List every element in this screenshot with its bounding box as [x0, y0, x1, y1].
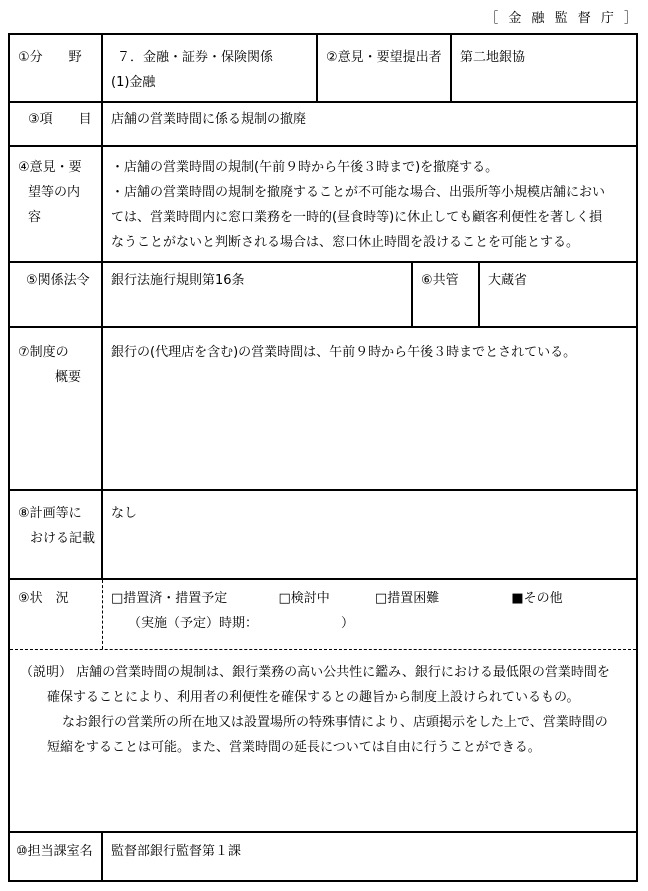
- status-option-label: その他: [523, 591, 563, 606]
- row-status: [10, 580, 636, 650]
- agency-header: ［ 金 融 監 督 庁 ］: [485, 11, 640, 26]
- opinion-value-line4: なうことがないと判断される場合は、窓口休止時間を設けることを可能とする。: [111, 235, 580, 250]
- checkbox-unchecked-icon: □: [278, 591, 291, 606]
- system-outline-label-line1: ⑦制度の: [18, 345, 69, 360]
- explanation-line1: （説明） 店舗の営業時間の規制は、銀行業務の高い公共性に鑑み、銀行における最低限の営業時間を: [20, 665, 610, 680]
- status-option-label: 検討中: [290, 591, 330, 606]
- system-outline-value: 銀行の(代理店を含む)の営業時間は、午前９時から午後３時までとされている。: [111, 345, 577, 360]
- status-options-line: [111, 586, 630, 611]
- opinion-value-line1: ・店舗の営業時間の規制(午前９時から午後３時まで)を撤廃する。: [111, 160, 499, 175]
- status-value: [103, 580, 636, 649]
- status-option-difficult: [375, 591, 439, 606]
- related-law-label: ⑤関係法令: [10, 263, 103, 326]
- opinion-label: [10, 147, 103, 261]
- row-law-jurisdiction: [10, 263, 636, 328]
- item-label: ③項 目: [10, 103, 103, 145]
- row-category-submitter: [10, 35, 636, 103]
- system-outline-label: [10, 328, 103, 489]
- regulation-request-form-table: [8, 33, 638, 882]
- checkbox-unchecked-icon: □: [374, 591, 388, 606]
- submitter-label: ②意見・要望提出者: [318, 35, 452, 101]
- explanation-text: [10, 650, 636, 831]
- explanation-line4: 短縮をすることは可能。また、営業時間の延長については自由に行うことができる。: [47, 740, 541, 755]
- explanation-line2: 確保することにより、利用者の利便性を確保するとの趣旨から制度上設けられているもの。: [47, 690, 580, 705]
- opinion-value-line3: ては、営業時間内に窓口業務を一時的(昼食時等)に休止しても顧客利便性を著しく損: [111, 210, 603, 225]
- department-value: 監督部銀行監督第１課: [111, 844, 242, 859]
- opinion-label-line1: ④意見・要: [18, 160, 82, 175]
- category-label: ①分 野: [10, 35, 103, 101]
- submitter-value: 第二地銀協: [460, 50, 526, 65]
- plan-mention-label-line1: ⑧計画等に: [18, 506, 82, 521]
- opinion-value-line2: ・店舗の営業時間の規制を撤廃することが不可能な場合、出張所等小規模店舗におい: [111, 185, 606, 200]
- checkbox-unchecked-icon: □: [111, 591, 124, 606]
- status-option-label: 措置困難: [387, 591, 440, 606]
- status-option-under-review: [278, 591, 329, 606]
- row-plan-mention: [10, 491, 636, 580]
- row-department: [10, 833, 636, 880]
- opinion-value: [103, 147, 636, 261]
- plan-mention-label: [10, 491, 103, 578]
- checkbox-checked-icon: ■: [511, 591, 524, 606]
- opinion-label-line3: 容: [28, 210, 42, 225]
- row-explanation: [10, 650, 636, 833]
- status-label: ⑨状 況: [10, 580, 103, 649]
- row-system-outline: [10, 328, 636, 491]
- status-option-label: 措置済・措置予定: [123, 591, 228, 606]
- row-opinion: [10, 147, 636, 263]
- explanation-line3: なお銀行の営業所の所在地又は設置場所の特殊事情により、店頭掲示をした上で、営業時間の: [62, 715, 608, 730]
- status-option-implemented: [111, 591, 227, 606]
- item-value: 店舗の営業時間に係る規制の撤廃: [111, 112, 307, 127]
- status-period-line: [111, 611, 630, 636]
- opinion-label-line2: 望等の内: [28, 185, 81, 200]
- joint-jurisdiction-value: 大蔵省: [488, 273, 528, 288]
- system-outline-label-line2: 概要: [55, 370, 82, 385]
- row-item: [10, 103, 636, 147]
- department-label: ⑩担当課室名: [10, 833, 103, 880]
- status-period-prefix: （実施（予定）時期：: [128, 616, 259, 631]
- status-option-other: [511, 591, 562, 606]
- plan-mention-value: なし: [111, 506, 138, 521]
- related-law-value: 銀行法施行規則第16条: [103, 263, 413, 326]
- category-value: [103, 35, 318, 101]
- category-value-line1: ７．金融・証券・保険関係: [117, 50, 274, 65]
- status-period-suffix: ）: [341, 616, 355, 631]
- joint-jurisdiction-label: ⑥共管: [413, 263, 480, 326]
- plan-mention-label-line2: おける記載: [30, 531, 96, 546]
- category-value-line2: (1)金融: [111, 75, 156, 90]
